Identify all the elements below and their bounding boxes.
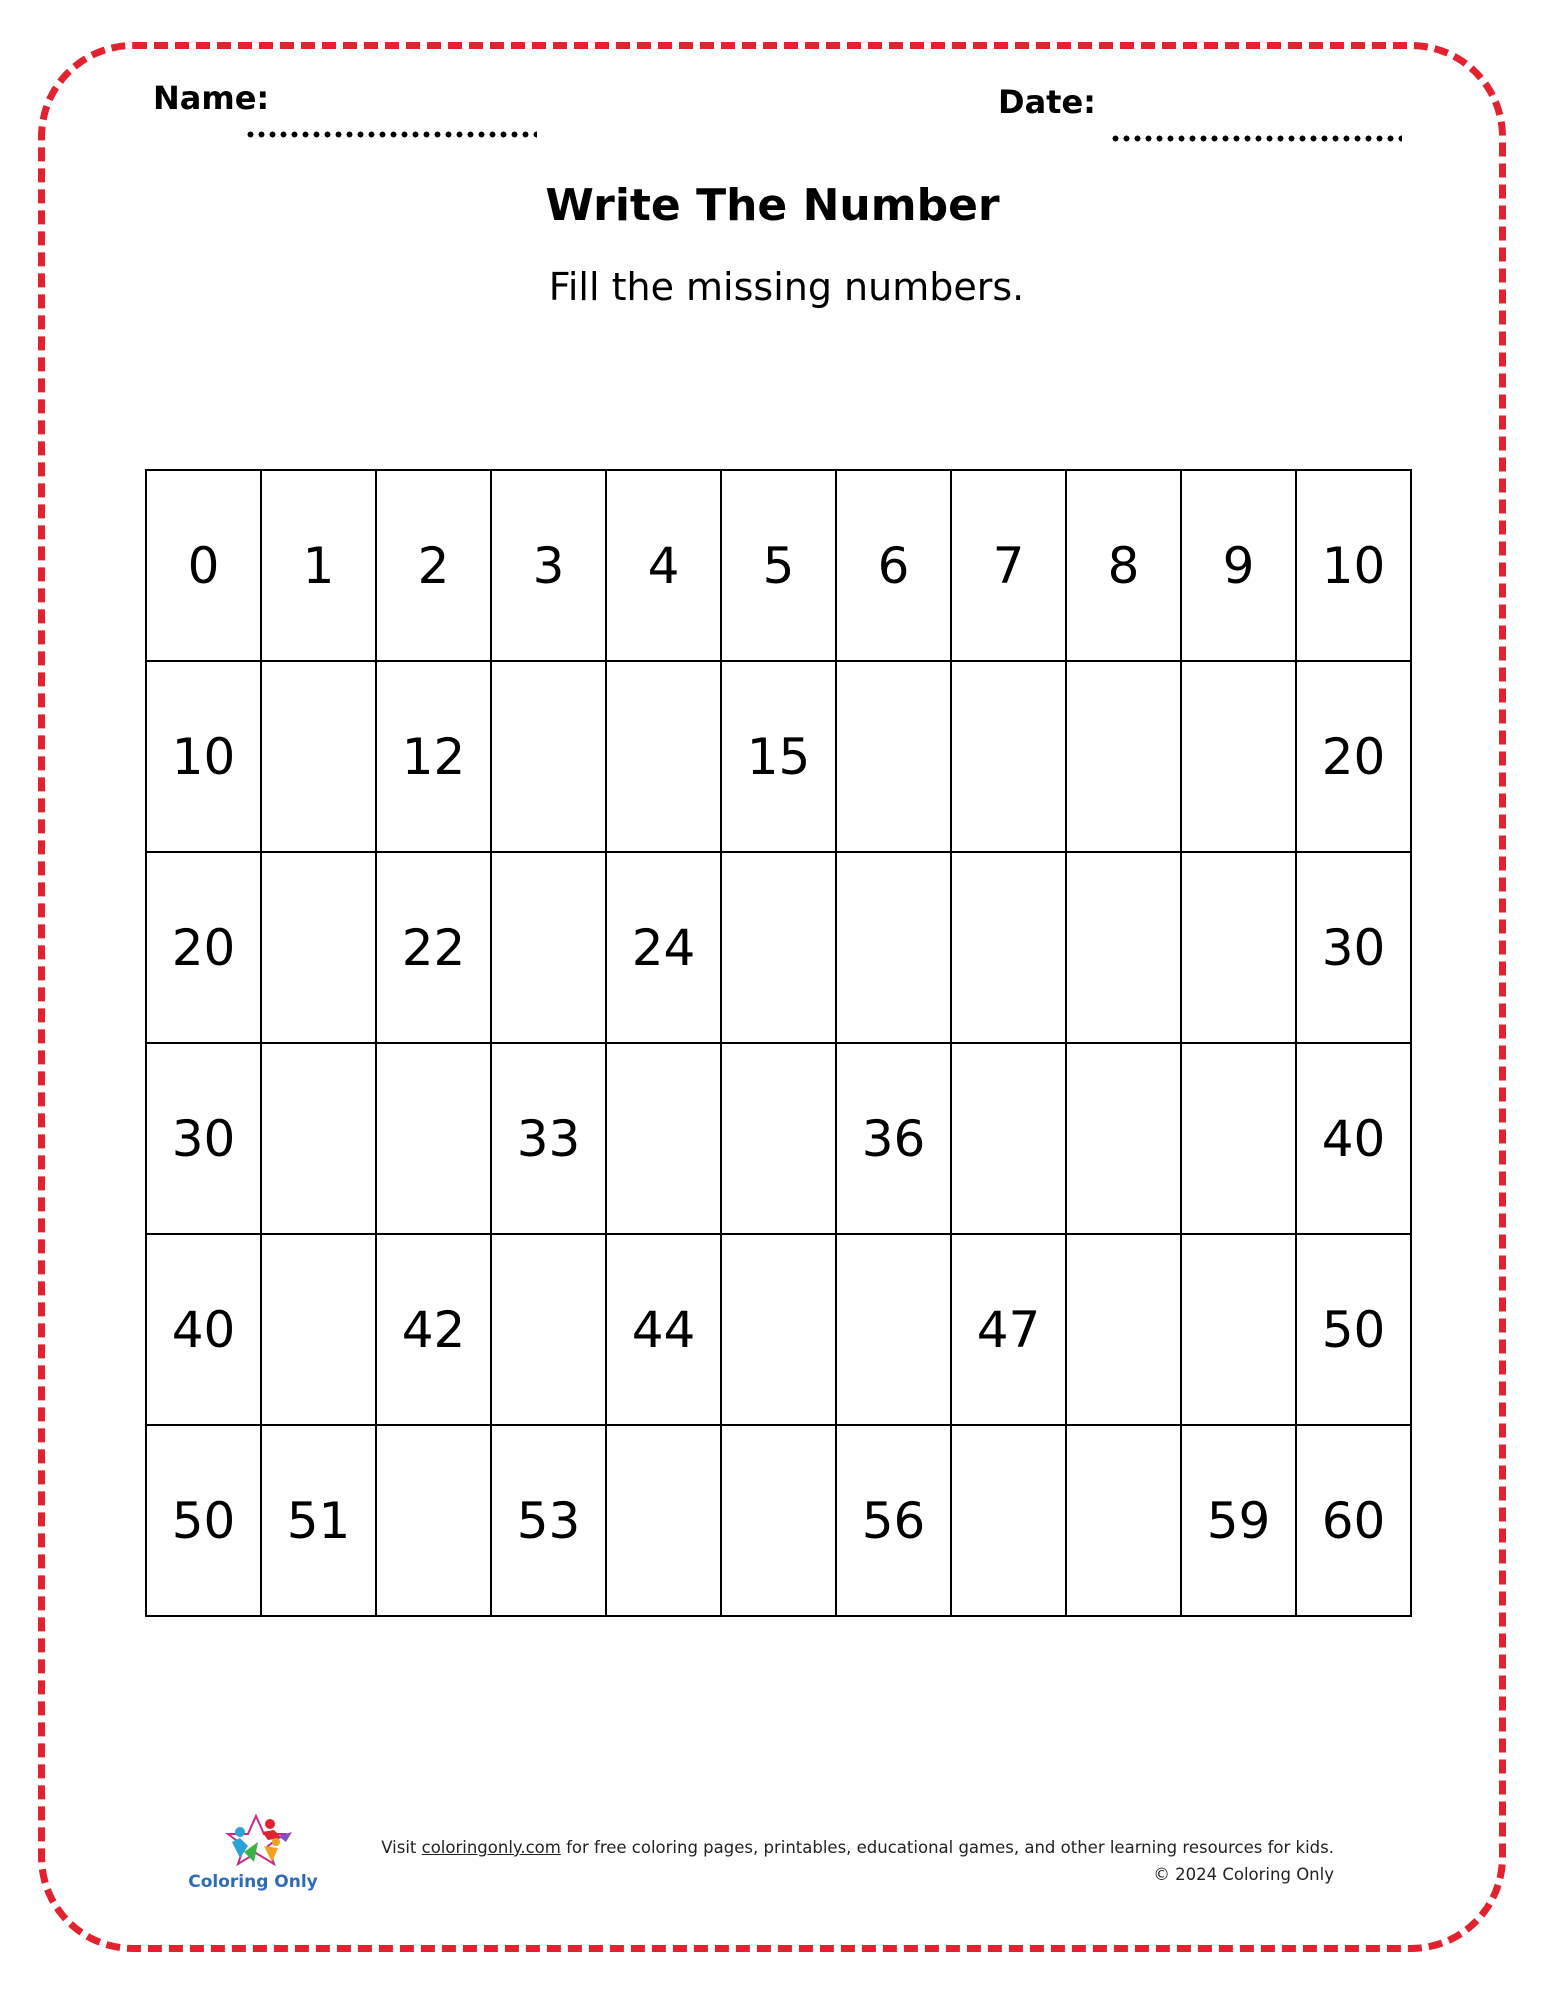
blank-number-cell[interactable] bbox=[1066, 852, 1181, 1043]
blank-number-cell[interactable] bbox=[951, 661, 1066, 852]
blank-number-cell[interactable] bbox=[606, 1425, 721, 1616]
grid-row bbox=[146, 1425, 1411, 1616]
number-cell: 8 bbox=[1066, 470, 1181, 661]
blank-number-cell[interactable] bbox=[491, 661, 606, 852]
number-cell: 9 bbox=[1181, 470, 1296, 661]
worksheet-title: Write The Number bbox=[545, 180, 1000, 231]
number-cell: 40 bbox=[1296, 1043, 1411, 1234]
number-cell: 15 bbox=[721, 661, 836, 852]
number-cell: 24 bbox=[606, 852, 721, 1043]
number-cell: 6 bbox=[836, 470, 951, 661]
number-cell: 30 bbox=[1296, 852, 1411, 1043]
number-cell: 50 bbox=[146, 1425, 261, 1616]
number-cell: 33 bbox=[491, 1043, 606, 1234]
number-cell: 53 bbox=[491, 1425, 606, 1616]
number-cell: 10 bbox=[146, 661, 261, 852]
worksheet-instructions: Fill the missing numbers. bbox=[548, 265, 1025, 309]
blank-number-cell[interactable] bbox=[1066, 1425, 1181, 1616]
number-cell: 10 bbox=[1296, 470, 1411, 661]
number-cell: 51 bbox=[261, 1425, 376, 1616]
number-cell: 50 bbox=[1296, 1234, 1411, 1425]
blank-number-cell[interactable] bbox=[261, 852, 376, 1043]
number-cell: 7 bbox=[951, 470, 1066, 661]
blank-number-cell[interactable] bbox=[1181, 661, 1296, 852]
number-cell: 56 bbox=[836, 1425, 951, 1616]
number-cell: 60 bbox=[1296, 1425, 1411, 1616]
number-cell: 22 bbox=[376, 852, 491, 1043]
blank-number-cell[interactable] bbox=[721, 1234, 836, 1425]
blank-number-cell[interactable] bbox=[1181, 1234, 1296, 1425]
blank-number-cell[interactable] bbox=[376, 1043, 491, 1234]
number-cell: 30 bbox=[146, 1043, 261, 1234]
number-cell: 1 bbox=[261, 470, 376, 661]
copyright-text: © 2024 Coloring Only bbox=[1153, 1865, 1334, 1884]
footer bbox=[340, 1834, 1334, 1888]
number-cell: 2 bbox=[376, 470, 491, 661]
number-cell: 0 bbox=[146, 470, 261, 661]
blank-number-cell[interactable] bbox=[951, 1043, 1066, 1234]
coloringonly-link[interactable]: coloringonly.com bbox=[421, 1838, 561, 1857]
blank-number-cell[interactable] bbox=[721, 1425, 836, 1616]
blank-number-cell[interactable] bbox=[1181, 1043, 1296, 1234]
blank-number-cell[interactable] bbox=[491, 1234, 606, 1425]
grid-row bbox=[146, 470, 1411, 661]
grid-row bbox=[146, 661, 1411, 852]
number-cell: 47 bbox=[951, 1234, 1066, 1425]
logo-text: Coloring Only bbox=[188, 1872, 318, 1892]
blank-number-cell[interactable] bbox=[261, 1043, 376, 1234]
blank-number-cell[interactable] bbox=[491, 852, 606, 1043]
blank-number-cell[interactable] bbox=[1066, 1234, 1181, 1425]
number-cell: 20 bbox=[1296, 661, 1411, 852]
blank-number-cell[interactable] bbox=[836, 661, 951, 852]
blank-number-cell[interactable] bbox=[721, 1043, 836, 1234]
coloring-only-logo bbox=[188, 1812, 318, 1892]
grid-row bbox=[146, 1043, 1411, 1234]
date-label: Date: bbox=[998, 83, 1096, 121]
number-cell: 20 bbox=[146, 852, 261, 1043]
name-field[interactable] bbox=[245, 131, 537, 138]
grid-row bbox=[146, 1234, 1411, 1425]
blank-number-cell[interactable] bbox=[606, 1043, 721, 1234]
blank-number-cell[interactable] bbox=[951, 852, 1066, 1043]
number-cell: 5 bbox=[721, 470, 836, 661]
number-cell: 3 bbox=[491, 470, 606, 661]
number-cell: 12 bbox=[376, 661, 491, 852]
date-field[interactable] bbox=[1110, 135, 1402, 142]
blank-number-cell[interactable] bbox=[1181, 852, 1296, 1043]
grid-row bbox=[146, 852, 1411, 1043]
star-people-logo-icon bbox=[218, 1812, 294, 1868]
blank-number-cell[interactable] bbox=[836, 852, 951, 1043]
number-grid bbox=[145, 469, 1412, 1617]
blank-number-cell[interactable] bbox=[1066, 1043, 1181, 1234]
footer-visit-prefix: Visit bbox=[381, 1838, 417, 1857]
blank-number-cell[interactable] bbox=[606, 661, 721, 852]
number-cell: 4 bbox=[606, 470, 721, 661]
footer-visit-suffix: for free coloring pages, printables, educational games, and other learning resources for kids. bbox=[566, 1838, 1334, 1857]
number-cell: 36 bbox=[836, 1043, 951, 1234]
blank-number-cell[interactable] bbox=[951, 1425, 1066, 1616]
number-cell: 59 bbox=[1181, 1425, 1296, 1616]
blank-number-cell[interactable] bbox=[261, 1234, 376, 1425]
blank-number-cell[interactable] bbox=[721, 852, 836, 1043]
blank-number-cell[interactable] bbox=[1066, 661, 1181, 852]
number-cell: 40 bbox=[146, 1234, 261, 1425]
blank-number-cell[interactable] bbox=[261, 661, 376, 852]
number-cell: 42 bbox=[376, 1234, 491, 1425]
blank-number-cell[interactable] bbox=[836, 1234, 951, 1425]
name-label: Name: bbox=[153, 79, 270, 117]
blank-number-cell[interactable] bbox=[376, 1425, 491, 1616]
number-cell: 44 bbox=[606, 1234, 721, 1425]
